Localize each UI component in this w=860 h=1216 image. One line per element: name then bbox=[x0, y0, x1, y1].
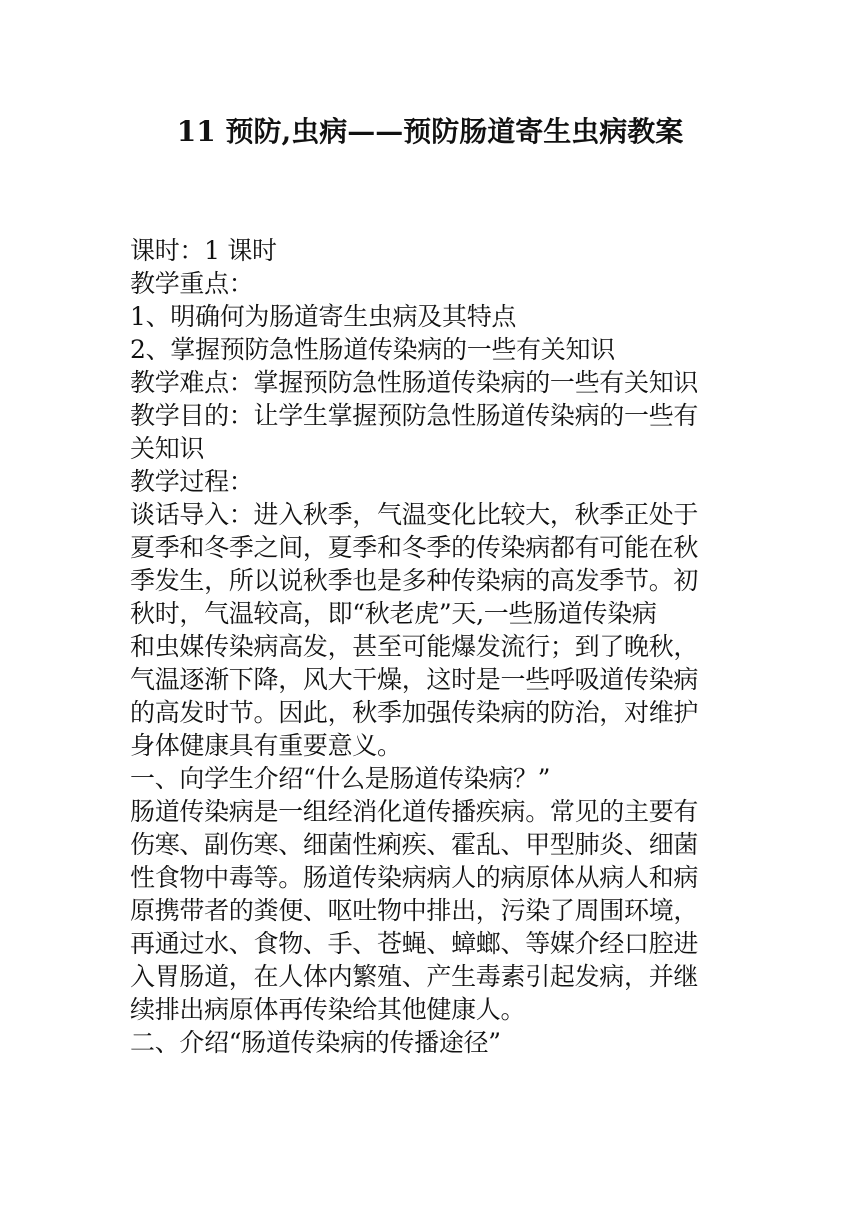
body-line: 续排出病原体再传染给其他健康人。 bbox=[130, 995, 526, 1024]
body-line: 肠道传染病是一组经消化道传播疾病。常见的主要有 bbox=[130, 797, 699, 826]
body-line: 教学重点： bbox=[130, 269, 254, 298]
body-line: 原携带者的粪便、呕吐物中排出，污染了周围环境， bbox=[130, 896, 699, 925]
body-line: 课时：1 课时 bbox=[130, 236, 277, 265]
document-body bbox=[130, 234, 730, 1059]
body-line: 教学目的：让学生掌握预防急性肠道传染病的一些有 bbox=[130, 401, 699, 430]
body-line: 教学难点：掌握预防急性肠道传染病的一些有关知识 bbox=[130, 368, 699, 397]
document-title: 11 预防,虫病——预防肠道寄生虫病教案 bbox=[176, 115, 684, 148]
body-line: 夏季和冬季之间，夏季和冬季的传染病都有可能在秋 bbox=[130, 533, 699, 562]
body-line: 入胃肠道，在人体内繁殖、产生毒素引起发病，并继 bbox=[130, 962, 699, 991]
body-line: 季发生，所以说秋季也是多种传染病的高发季节。初 bbox=[130, 566, 699, 595]
body-line: 的高发时节。因此，秋季加强传染病的防治，对维护 bbox=[130, 698, 699, 727]
body-line: 教学过程： bbox=[130, 467, 254, 496]
body-line: 一、向学生介绍“什么是肠道传染病？” bbox=[130, 764, 551, 793]
body-line: 再通过水、食物、手、苍蝇、蟑螂、等媒介经口腔进 bbox=[130, 929, 699, 958]
body-line: 谈话导入：进入秋季，气温变化比较大，秋季正处于 bbox=[130, 500, 699, 529]
body-line: 气温逐渐下降，风大干燥，这时是一些呼吸道传染病 bbox=[130, 665, 699, 694]
body-line: 身体健康具有重要意义。 bbox=[130, 731, 402, 760]
body-line: 秋时，气温较高，即“秋老虎”天,一些肠道传染病 bbox=[130, 599, 657, 628]
body-line: 1、明确何为肠道寄生虫病及其特点 bbox=[130, 302, 517, 331]
body-line: 关知识 bbox=[130, 434, 205, 463]
body-line: 性食物中毒等。肠道传染病病人的病原体从病人和病 bbox=[130, 863, 699, 892]
body-line: 伤寒、副伤寒、细菌性痢疾、霍乱、甲型肺炎、细菌 bbox=[130, 830, 699, 859]
body-line: 二、介绍“肠道传染病的传播途径” bbox=[130, 1028, 501, 1057]
body-line: 和虫媒传染病高发，甚至可能爆发流行；到了晚秋， bbox=[130, 632, 699, 661]
body-line: 2、掌握预防急性肠道传染病的一些有关知识 bbox=[130, 335, 615, 364]
